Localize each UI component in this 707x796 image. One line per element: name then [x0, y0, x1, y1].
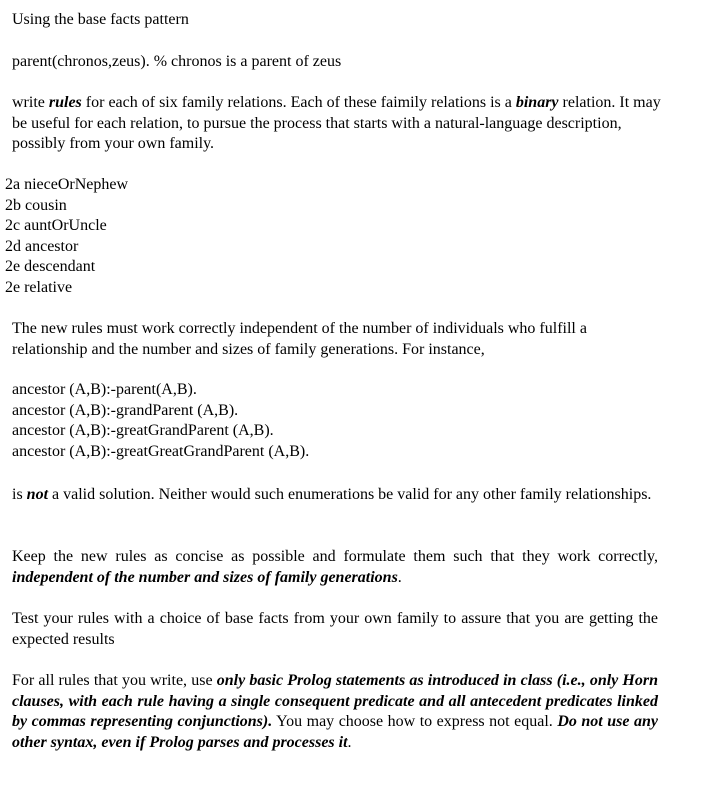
test-paragraph: Test your rules with a choice of base facts from your own family to assure that you are getting the expected results — [12, 610, 658, 648]
intro-heading: Using the base facts pattern — [12, 11, 189, 28]
rules-emphasis: rules — [48, 94, 82, 111]
list-item: 2b cousin — [5, 196, 67, 214]
independence-emphasis: independent of the number and sizes of family generations — [12, 568, 398, 586]
code-line: ancestor (A,B):-parent(A,B). — [12, 381, 197, 398]
list-item: 2e descendant — [5, 258, 96, 276]
list-item: 2c auntOrUncle — [5, 217, 107, 235]
binary-emphasis: binary — [515, 94, 559, 111]
code-line: ancestor (A,B):-greatGrandParent (A,B). — [12, 422, 274, 440]
list-item: 2d ancestor — [5, 237, 79, 255]
example-fact: parent(chronos,zeus). % chronos is a parent of zeus — [12, 53, 342, 70]
concise-paragraph: Keep the new rules as concise as possible and formulate them such that they work correctly, independent of the number and sizes of family generations. — [12, 548, 658, 586]
requirement-paragraph: The new rules must work correctly independent of the number of individuals who fulfill a relationship and the number and sizes of family generations. For instance, — [12, 320, 587, 358]
task-paragraph: write rules for each of six family relations. Each of these faimily relations is a binary relation. It may be useful for each relation, to pursue the process that starts with a natural-language description, possibly from your own family. — [12, 94, 661, 152]
invalid-paragraph: is not a valid solution. Neither would such enumerations be valid for any other family relationships. — [12, 486, 652, 503]
not-emphasis: not — [26, 486, 49, 503]
code-line: ancestor (A,B):-greatGreatGrandParent (A,B). — [12, 442, 310, 460]
horn-clause-emphasis: only basic Prolog statements as introduced in class (i.e., only Horn clauses, with each rule having a single consequent predicate and all antecedent predicates linked by commas representing conjunctions). — [12, 672, 659, 730]
syntax-warning-emphasis: Do not use any other syntax, even if Prolog parses and processes it — [12, 713, 658, 751]
code-line: ancestor (A,B):-grandParent (A,B). — [12, 401, 239, 419]
bad-example-block — [12, 380, 309, 462]
list-item: 2a nieceOrNephew — [5, 176, 129, 193]
syntax-paragraph: For all rules that you write, use only basic Prolog statements as introduced in class (i.e., only Horn clauses, with each rule having a single consequent predicate and all antecedent predicates linked by commas representing conjunctions). You may choose how to express not equal. Do not use any other syntax, even if Prolog parses and processes it. — [12, 672, 659, 751]
relations-list — [5, 175, 128, 299]
list-item: 2e relative — [5, 278, 73, 296]
